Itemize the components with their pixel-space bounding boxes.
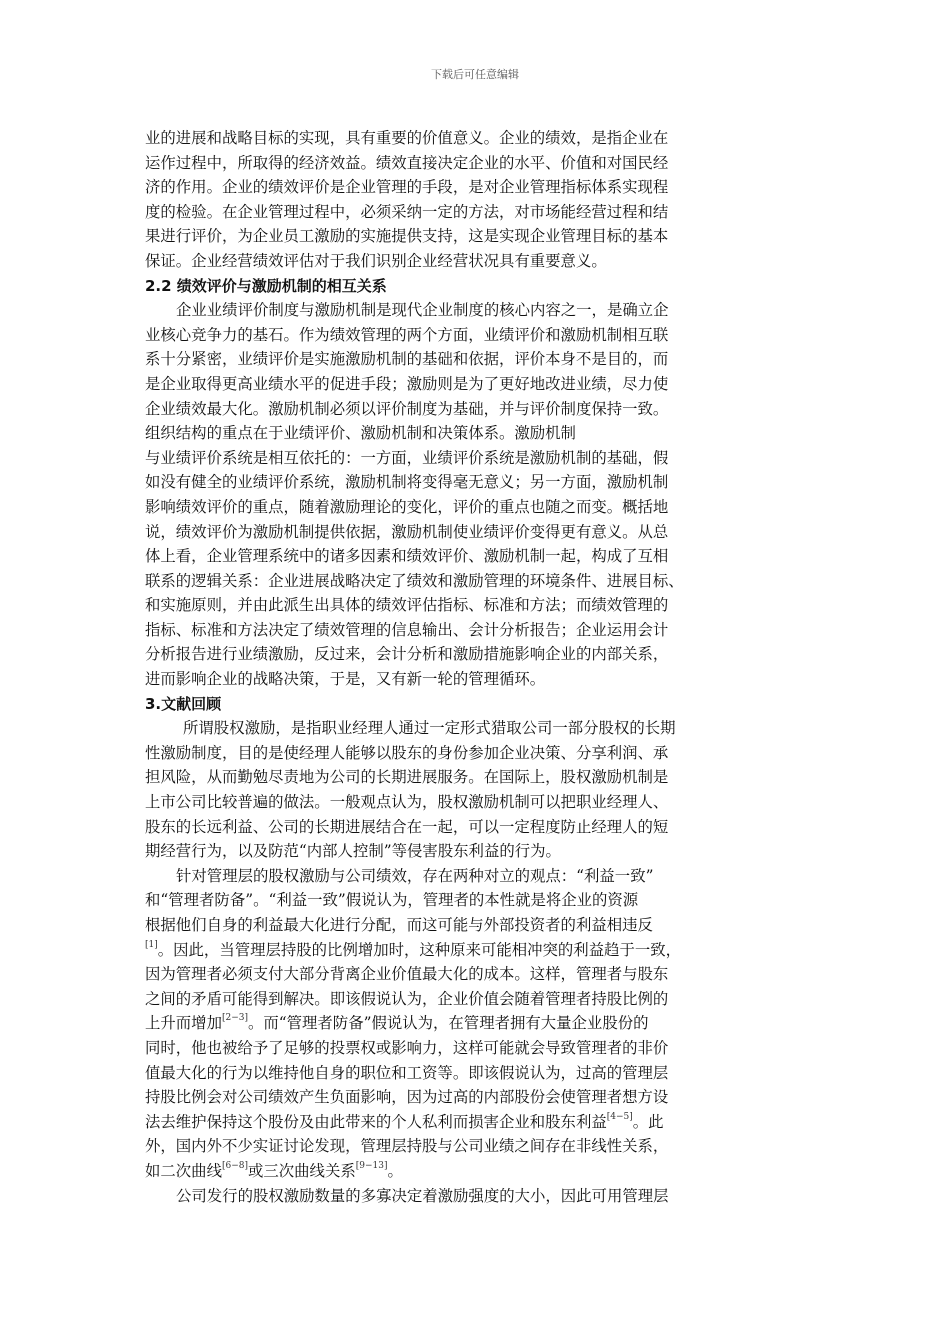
text-span: 或三次曲线关系 xyxy=(247,1161,356,1180)
text-line: 所谓股权激励，是指职业经理人通过一定形式猎取公司一部分股权的长期 xyxy=(183,719,676,738)
citation-ref: [1] xyxy=(145,939,158,950)
text-line: 上市公司比较普遍的做法。一般观点认为，股权激励机制可以把职业经理人、 xyxy=(145,793,669,812)
text-line: 因为管理者必须支付大部分背离企业价值最大化的成本。这样，管理者与股东 xyxy=(145,965,669,984)
text-line: 指标、标准和方法决定了绩效管理的信息输出、会计分析报告；企业运用会计 xyxy=(145,620,669,639)
text-line: 影响绩效评价的重点，随着激励理论的变化，评价的重点也随之而变。概括地 xyxy=(145,497,669,516)
citation-ref: [4−5] xyxy=(606,1111,633,1122)
text-line: 运作过程中，所取得的经济效益。绩效直接决定企业的水平、价值和对国民经 xyxy=(145,153,669,172)
text-line: 与业绩评价系统是相互依托的：一方面，业绩评价系统是激励机制的基础，假 xyxy=(145,448,669,467)
text-line xyxy=(145,938,805,963)
page-header: 下载后可任意编辑 xyxy=(431,68,519,81)
section-heading: 3.文献回顾 xyxy=(145,694,222,713)
text-span: 。因此，当管理层持股的比例增加时，这种原来可能相冲突的利益趋于一致， xyxy=(157,940,682,959)
citation-ref: [9−13] xyxy=(355,1160,388,1171)
text-line: 企业业绩评价制度与激励机制是现代企业制度的核心内容之一，是确立企 xyxy=(176,301,669,320)
text-span: 法去维护保持这个股份及由此带来的个人私利而损害企业和股东利益 xyxy=(145,1112,607,1131)
text-line: 是企业取得更高业绩水平的促进手段；激励则是为了更好地改进业绩，尽力使 xyxy=(145,374,669,393)
text-line: 外，国内外不少实证讨论发现，管理层持股与公司业绩之间存在非线性关系， xyxy=(145,1137,669,1156)
citation-ref: [6−8] xyxy=(221,1160,248,1171)
text-line: 期经营行为，以及防范“内部人控制”等侵害股东利益的行为。 xyxy=(145,842,561,861)
text-line xyxy=(145,1110,805,1135)
text-line: 性激励制度，目的是使经理人能够以股东的身份参加企业决策、分享利润、承 xyxy=(145,743,669,762)
text-line: 联系的逻辑关系：企业进展战略决定了绩效和激励管理的环境条件、进展目标、 xyxy=(145,571,684,590)
text-line xyxy=(145,1159,805,1184)
text-line: 体上看，企业管理系统中的诸多因素和绩效评价、激励机制一起，构成了互相 xyxy=(145,547,669,566)
text-line: 如没有健全的业绩评价系统，激励机制将变得毫无意义；另一方面，激励机制 xyxy=(145,473,669,492)
text-line: 值最大化的行为以维持他自身的职位和工资等。即该假说认为，过高的管理层 xyxy=(145,1063,669,1082)
text-line xyxy=(145,1011,805,1036)
text-line: 果进行评价，为企业员工激励的实施提供支持，这是实现企业管理目标的基本 xyxy=(145,227,669,246)
section-heading: 2.2 绩效评价与激励机制的相互关系 xyxy=(145,276,387,295)
text-line: 进而影响企业的战略决策，于是，又有新一轮的管理循环。 xyxy=(145,670,546,689)
text-line: 业的进展和战略目标的实现，具有重要的价值意义。企业的绩效，是指企业在 xyxy=(145,129,669,147)
text-line: 企业绩效最大化。激励机制必须以评价制度为基础，并与评价制度保持一致。 xyxy=(145,399,669,418)
text-line: 济的作用。企业的绩效评价是企业管理的手段，是对企业管理指标体系实现程 xyxy=(145,178,669,197)
text-line: 同时，他也被给予了足够的投票权或影响力，这样可能就会导致管理者的非价 xyxy=(145,1038,669,1057)
text-line: 系十分紧密，业绩评价是实施激励机制的基础和依据，评价本身不是目的，而 xyxy=(145,350,669,369)
text-line: 度的检验。在企业管理过程中，必须采纳一定的方法，对市场能经营过程和结 xyxy=(145,202,669,221)
text-span: 。而“管理者防备”假说认为，在管理者拥有大量企业股份的 xyxy=(247,1014,649,1033)
text-line: 分析报告进行业绩激励，反过来，会计分析和激励措施影响企业的内部关系， xyxy=(145,645,669,664)
text-line: 和实施原则，并由此派生出具体的绩效评估指标、标准和方法；而绩效管理的 xyxy=(145,596,669,615)
text-line: 持股比例会对公司绩效产生负面影响，因为过高的内部股份会使管理者想方设 xyxy=(145,1088,669,1107)
text-line: 之间的矛盾可能得到解决。即该假说认为，企业价值会随着管理者持股比例的 xyxy=(145,989,669,1008)
text-line: 针对管理层的股权激励与公司绩效，存在两种对立的观点：“利益一致” xyxy=(176,866,654,885)
text-line: 保证。企业经营绩效评估对于我们识别企业经营状况具有重要意义。 xyxy=(145,251,607,270)
text-line: 公司发行的股权激励数量的多寡决定着激励强度的大小，因此可用管理层 xyxy=(176,1186,669,1205)
text-line: 股东的长远利益、公司的长期进展结合在一起，可以一定程度防止经理人的短 xyxy=(145,817,669,836)
text-line: 和“管理者防备”。“利益一致”假说认为，管理者的本性就是将企业的资源 xyxy=(145,891,639,910)
text-span: 上升而增加 xyxy=(145,1014,222,1033)
citation-ref: [2−3] xyxy=(221,1013,248,1024)
text-span: 如二次曲线 xyxy=(145,1161,222,1180)
text-line: 业核心竞争力的基石。作为绩效管理的两个方面，业绩评价和激励机制相互联 xyxy=(145,325,669,344)
document-body xyxy=(145,126,805,1208)
text-span: 。此 xyxy=(632,1112,664,1131)
text-line: 根据他们自身的利益最大化进行分配，而这可能与外部投资者的利益相违反 xyxy=(145,916,653,934)
text-line: 担风险，从而勤勉尽责地为公司的长期进展服务。在国际上，股权激励机制是 xyxy=(145,768,669,787)
text-line: 组织结构的重点在于业绩评价、激励机制和决策体系。激励机制 xyxy=(145,424,576,443)
text-line: 说，绩效评价为激励机制提供依据，激励机制使业绩评价变得更有意义。从总 xyxy=(145,522,669,541)
text-span: 。 xyxy=(387,1161,403,1180)
